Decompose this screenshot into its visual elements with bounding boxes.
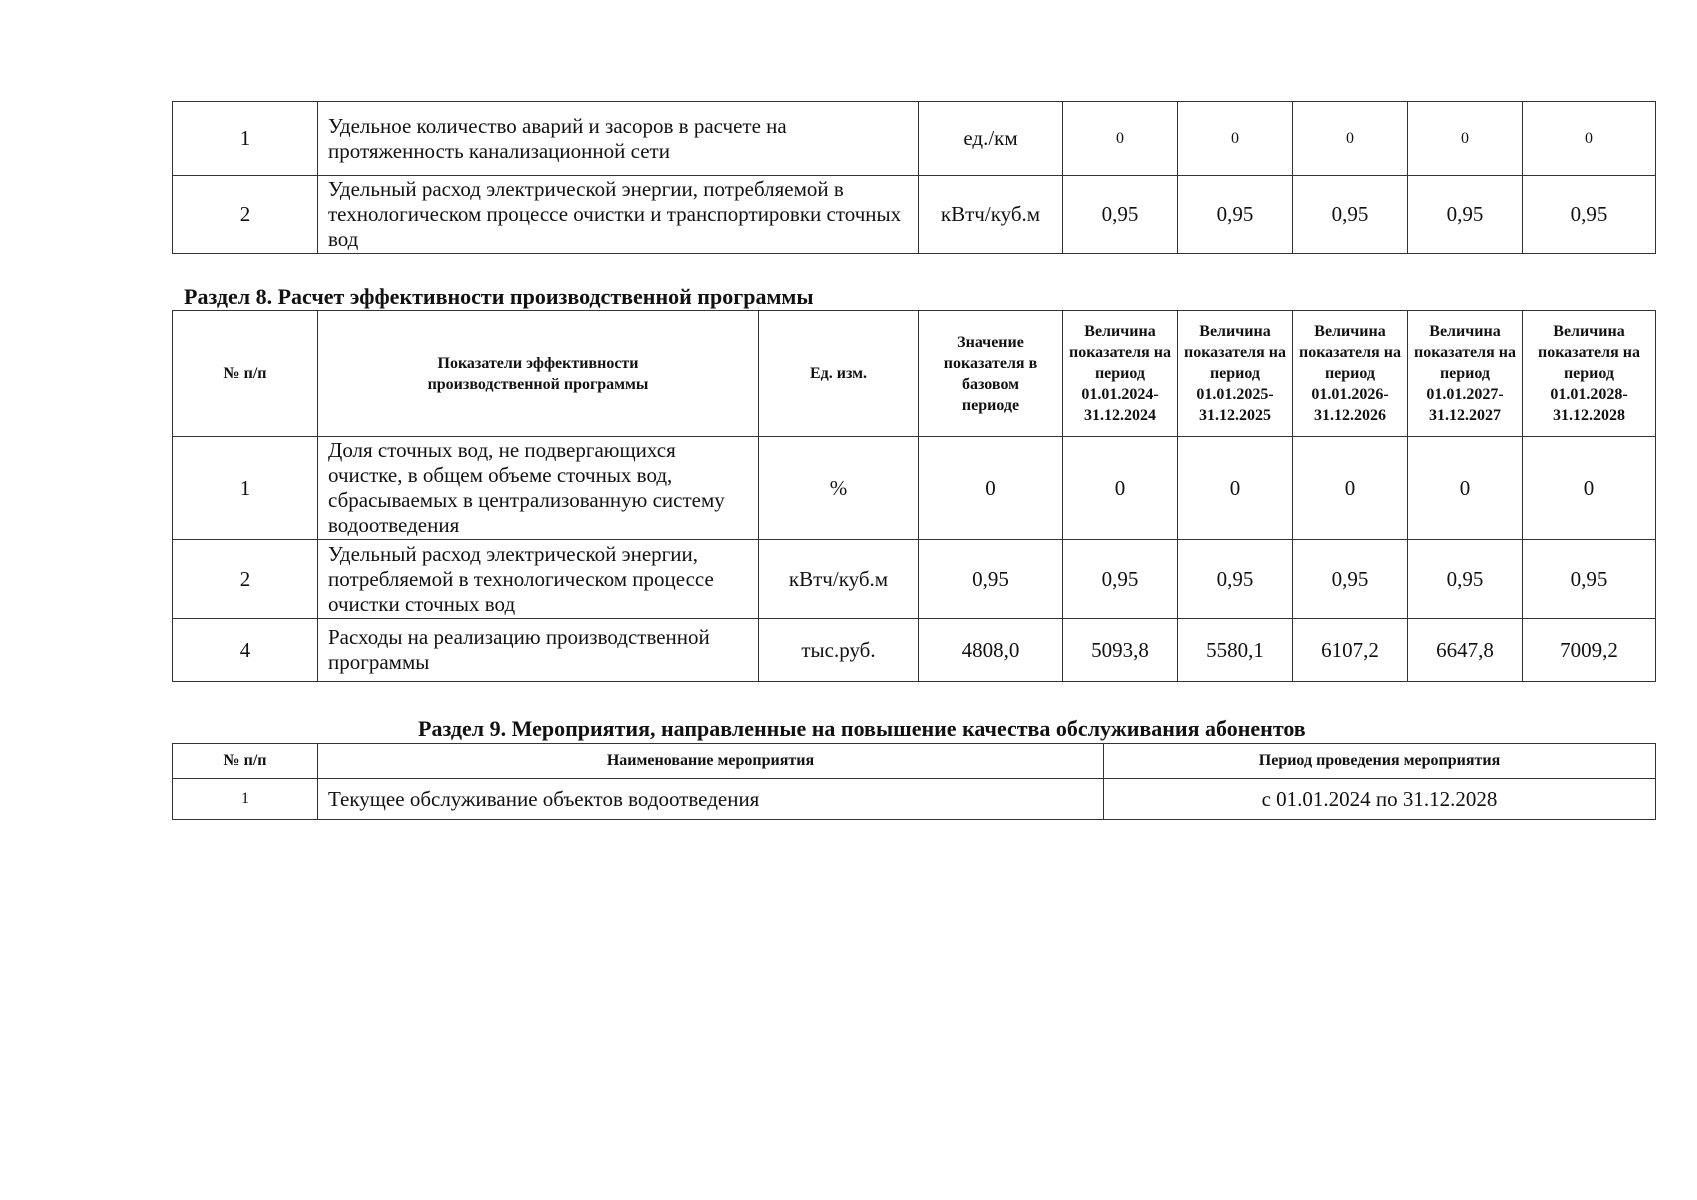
row-number: 2 <box>173 540 318 619</box>
base-value: 0,95 <box>919 540 1063 619</box>
row-number: 2 <box>173 176 318 254</box>
value-cell: 0 <box>1408 437 1523 540</box>
value-cell: 7009,2 <box>1523 619 1656 682</box>
unit-cell: % <box>759 437 919 540</box>
value-cell: 0,95 <box>1293 176 1408 254</box>
value-cell: 0 <box>1293 102 1408 176</box>
indicator-name: Расходы на реализацию производственной программы <box>318 619 759 682</box>
header-name: Показатели эффективности производственной программы <box>318 311 759 437</box>
table-row <box>173 540 1656 619</box>
row-number: 1 <box>173 437 318 540</box>
value-cell: 5093,8 <box>1063 619 1178 682</box>
value-cell: 6647,8 <box>1408 619 1523 682</box>
base-value: 0 <box>919 437 1063 540</box>
header-row <box>173 311 1656 437</box>
measure-name: Текущее обслуживание объектов водоотведения <box>318 779 1104 820</box>
value-cell: 0 <box>1178 437 1293 540</box>
value-cell: 0 <box>1178 102 1293 176</box>
header-unit: Ед. изм. <box>759 311 919 437</box>
value-cell: 0 <box>1293 437 1408 540</box>
value-cell: 0 <box>1523 102 1656 176</box>
value-cell: 0,95 <box>1178 540 1293 619</box>
indicators-table <box>172 101 1656 254</box>
value-cell: 0,95 <box>1408 176 1523 254</box>
unit-cell: ед./км <box>919 102 1063 176</box>
section9-title: Раздел 9. Мероприятия, направленные на повышение качества обслуживания абонентов <box>418 716 1306 741</box>
table-row <box>173 779 1656 820</box>
value-cell: 0,95 <box>1178 176 1293 254</box>
section8-title: Раздел 8. Расчет эффективности производственной программы <box>184 284 814 309</box>
value-cell: 0,95 <box>1523 176 1656 254</box>
indicator-name: Удельный расход электрической энергии, потребляемой в технологическом процессе очистки и транспортировки сточных вод <box>318 176 919 254</box>
header-period: Величина показателя на период 01.01.2028-31.12.2028 <box>1523 311 1656 437</box>
header-period: Величина показателя на период 01.01.2024-31.12.2024 <box>1063 311 1178 437</box>
unit-cell: кВтч/куб.м <box>919 176 1063 254</box>
header-base: Значение показателя в базовом периоде <box>919 311 1063 437</box>
unit-cell: тыс.руб. <box>759 619 919 682</box>
header-period: Величина показателя на период 01.01.2025-31.12.2025 <box>1178 311 1293 437</box>
header-num: № п/п <box>173 744 318 779</box>
measure-period: с 01.01.2024 по 31.12.2028 <box>1104 779 1656 820</box>
value-cell: 0,95 <box>1523 540 1656 619</box>
value-cell: 6107,2 <box>1293 619 1408 682</box>
table-row <box>173 176 1656 254</box>
table-row <box>173 437 1656 540</box>
header-num: № п/п <box>173 311 318 437</box>
value-cell: 0,95 <box>1063 540 1178 619</box>
value-cell: 0,95 <box>1293 540 1408 619</box>
value-cell: 0,95 <box>1408 540 1523 619</box>
value-cell: 0,95 <box>1063 176 1178 254</box>
value-cell: 0 <box>1063 437 1178 540</box>
base-value: 4808,0 <box>919 619 1063 682</box>
row-number: 1 <box>173 102 318 176</box>
indicator-name: Удельный расход электрической энергии, потребляемой в технологическом процессе очистки сточных вод <box>318 540 759 619</box>
table-row <box>173 102 1656 176</box>
header-period: Величина показателя на период 01.01.2027-31.12.2027 <box>1408 311 1523 437</box>
unit-cell: кВтч/куб.м <box>759 540 919 619</box>
table-row <box>173 619 1656 682</box>
value-cell: 0 <box>1063 102 1178 176</box>
header-name: Наименование мероприятия <box>318 744 1104 779</box>
header-period: Период проведения мероприятия <box>1104 744 1656 779</box>
value-cell: 5580,1 <box>1178 619 1293 682</box>
row-number: 4 <box>173 619 318 682</box>
indicator-name: Удельное количество аварий и засоров в расчете на протяженность канализационной сети <box>318 102 919 176</box>
measures-table <box>172 743 1656 820</box>
indicator-name: Доля сточных вод, не подвергающихся очистке, в общем объеме сточных вод, сбрасываемых в централизованную систему водоотведения <box>318 437 759 540</box>
header-row <box>173 744 1656 779</box>
row-number: 1 <box>173 779 318 820</box>
value-cell: 0 <box>1408 102 1523 176</box>
efficiency-table <box>172 310 1656 682</box>
value-cell: 0 <box>1523 437 1656 540</box>
header-period: Величина показателя на период 01.01.2026-31.12.2026 <box>1293 311 1408 437</box>
